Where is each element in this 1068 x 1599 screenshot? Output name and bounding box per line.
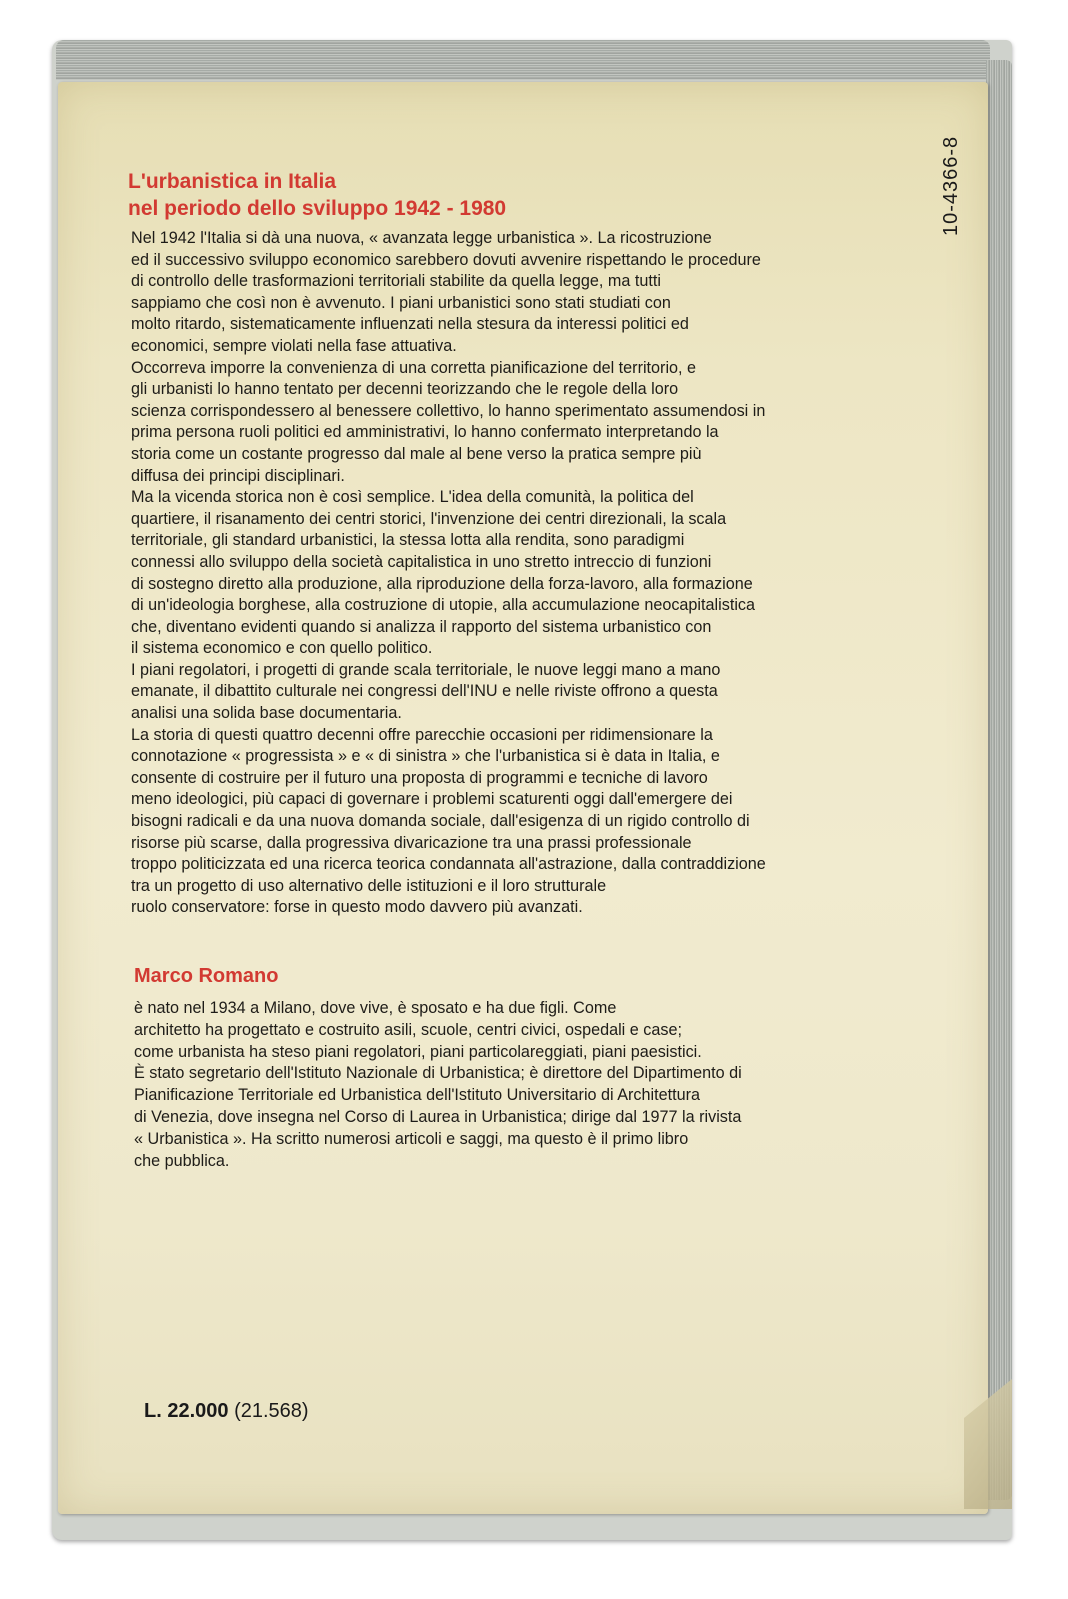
blurb-line: diffusa dei principi disciplinari. bbox=[131, 466, 345, 485]
title-line: L'urbanistica in Italia bbox=[128, 170, 337, 193]
blurb-line: che, diventano evidenti quando si analizza il rapporto del sistema urbanistico con bbox=[131, 617, 712, 636]
bio-line: « Urbanistica ». Ha scritto numerosi articoli e saggi, ma questo è il primo libro bbox=[134, 1129, 689, 1148]
blurb-line: prima persona ruoli politici ed amministrativi, lo hanno confermato interpretando la bbox=[131, 423, 719, 442]
blurb-line: di un'ideologia borghese, alla costruzione di utopie, alla accumulazione neocapitalistica bbox=[131, 596, 756, 615]
book-title bbox=[128, 168, 888, 222]
blurb-line: gli urbanisti lo hanno tentato per decenni teorizzando che le regole della loro bbox=[131, 380, 679, 399]
blurb-line: di sostegno diretto alla produzione, alla riproduzione della forza-lavoro, alla formazione bbox=[131, 574, 753, 593]
bio-line: di Venezia, dove insegna nel Corso di Laurea in Urbanistica; dirige dal 1977 la rivista bbox=[134, 1107, 742, 1126]
blurb-line: troppo politicizzata ed una ricerca teorica condannata all'astrazione, dalla contraddizione bbox=[131, 855, 766, 874]
bio-line: architetto ha progettato e costruito asili, scuole, centri civici, ospedali e case; bbox=[134, 1020, 682, 1039]
price-secondary: (21.568) bbox=[234, 1400, 309, 1422]
price-label bbox=[144, 1400, 309, 1423]
blurb-line: territoriale, gli standard urbanistici, la stessa lotta alla rendita, sono paradigmi bbox=[131, 531, 685, 550]
blurb-line: quartiere, il risanamento dei centri storici, l'invenzione dei centri direzionali, la scala bbox=[131, 509, 727, 528]
bio-line: è nato nel 1934 a Milano, dove vive, è sposato e ha due figli. Come bbox=[134, 999, 617, 1017]
blurb-line: I piani regolatori, i progetti di grande scala territoriale, le nuove leggi mano a mano bbox=[131, 660, 721, 679]
blurb-line: di controllo delle trasformazioni territoriali stabilite da quella legge, ma tutti bbox=[131, 272, 661, 291]
bio-line: come urbanista ha steso piani regolatori, piani particolareggiati, piani paesistici. bbox=[134, 1042, 702, 1061]
blurb-line: economici, sempre violati nella fase attuativa. bbox=[131, 336, 457, 355]
blurb-line: sappiamo che così non è avvenuto. I piani urbanistici sono stati studiati con bbox=[131, 293, 671, 312]
blurb-line: tra un progetto di uso alternativo delle istituzioni e il loro strutturale bbox=[131, 876, 607, 895]
blurb-line: analisi una solida base documentaria. bbox=[131, 704, 402, 723]
blurb-line: emanate, il dibattito culturale nei congressi dell'INU e nelle riviste offrono a questa bbox=[131, 682, 718, 701]
blurb-line: consente di costruire per il futuro una proposta di programmi e tecniche di lavoro bbox=[131, 768, 708, 787]
blurb-line: molto ritardo, sistematicamente influenzati nella stesura da interessi politici ed bbox=[131, 315, 689, 334]
bio-line: È stato segretario dell'Istituto Nazionale di Urbanistica; è direttore del Dipartimento di bbox=[134, 1064, 742, 1083]
blurb-line: Occorreva imporre la convenienza di una corretta pianificazione del territorio, e bbox=[131, 358, 697, 377]
author-name: Marco Romano bbox=[134, 965, 279, 987]
isbn-code: 10-4366-8 bbox=[940, 135, 962, 236]
blurb-line: risorse più scarse, dalla progressiva divaricazione tra una prassi professionale bbox=[131, 833, 692, 852]
author-bio bbox=[134, 998, 916, 1172]
blurb-line: meno ideologici, più capaci di governare i problemi scaturenti oggi dall'emergere dei bbox=[131, 790, 733, 809]
page-edges-top bbox=[56, 40, 990, 80]
blurb-line: il sistema economico e con quello politico. bbox=[131, 639, 433, 658]
blurb-line: ruolo conservatore: forse in questo modo davvero più avanzati. bbox=[131, 898, 583, 917]
title-line: nel periodo dello sviluppo 1942 - 1980 bbox=[128, 197, 507, 220]
bio-line: Pianificazione Territoriale ed Urbanistica dell'Istituto Universitario di Architettura bbox=[134, 1086, 701, 1105]
price-main: L. 22.000 bbox=[144, 1400, 229, 1422]
bio-line: che pubblica. bbox=[134, 1151, 230, 1170]
blurb-line: storia come un costante progresso dal male al bene verso la pratica sempre più bbox=[131, 444, 702, 463]
page-edges-right bbox=[986, 60, 1012, 1500]
blurb-line: bisogni radicali e da una nuova domanda sociale, dall'esigenza di un rigido controllo di bbox=[131, 812, 750, 831]
blurb-line: La storia di questi quattro decenni offre parecchie occasioni per ridimensionare la bbox=[131, 725, 713, 744]
blurb-line: Nel 1942 l'Italia si dà una nuova, « avanzata legge urbanistica ». La ricostruzione bbox=[131, 229, 712, 247]
blurb-line: Ma la vicenda storica non è così semplice. L'idea della comunità, la politica del bbox=[131, 488, 694, 507]
blurb bbox=[131, 228, 913, 919]
blurb-line: connessi allo sviluppo della società capitalistica in uno stretto intreccio di funzioni bbox=[131, 552, 712, 571]
blurb-line: connotazione « progressista » e « di sinistra » che l'urbanistica si è data in Italia, e bbox=[131, 747, 720, 766]
blurb-line: scienza corrispondessero al benessere collettivo, lo hanno sperimentato assumendosi in bbox=[131, 401, 766, 420]
blurb-line: ed il successivo sviluppo economico sarebbero dovuti avvenire rispettando le procedure bbox=[131, 250, 761, 269]
